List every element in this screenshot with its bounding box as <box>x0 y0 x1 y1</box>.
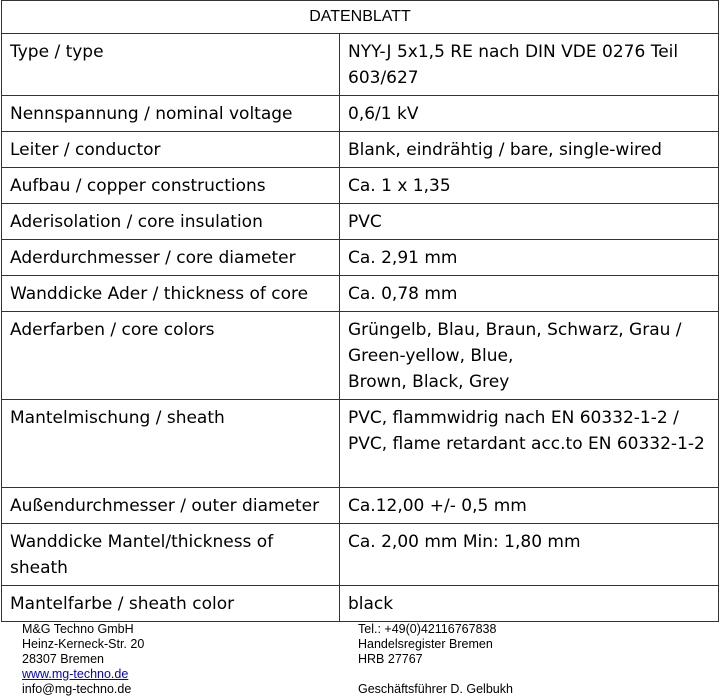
footer-company-info <box>22 622 144 697</box>
row-label: Außendurchmesser / outer diameter <box>2 488 340 524</box>
row-value-line: Ca. 0,78 mm <box>348 284 458 304</box>
row-label: Leiter / conductor <box>2 132 340 168</box>
row-label: Aderdurchmesser / core diameter <box>2 240 340 276</box>
row-value <box>340 524 719 586</box>
footer-register-info <box>358 622 513 697</box>
company-city: 28307 Bremen <box>22 652 105 666</box>
row-value <box>340 132 719 168</box>
row-value-line: Ca. 1 x 1,35 <box>348 176 451 196</box>
row-label: Wanddicke Ader / thickness of core <box>2 276 340 312</box>
row-value <box>340 488 719 524</box>
managing-director: Geschäftsführer D. Gelbukh <box>358 682 513 696</box>
row-value-line: PVC, flame retardant acc.to EN 60332-1-2 <box>348 434 705 454</box>
row-label: Mantelfarbe / sheath color <box>2 586 340 622</box>
table-row <box>2 132 719 168</box>
row-label: Aderisolation / core insulation <box>2 204 340 240</box>
row-value-line: PVC, flammwidrig nach EN 60332-1-2 / <box>348 408 679 428</box>
row-value <box>340 204 719 240</box>
row-label: Type / type <box>2 34 340 96</box>
row-value-line: Ca. 2,91 mm <box>348 248 458 268</box>
register-court: Handelsregister Bremen <box>358 637 493 651</box>
website-link[interactable]: www.mg-techno.de <box>22 667 129 681</box>
row-value <box>340 400 719 488</box>
row-value-line: black <box>348 594 394 614</box>
table-row <box>2 400 719 488</box>
row-value <box>340 312 719 400</box>
table-row <box>2 96 719 132</box>
row-label: Nennspannung / nominal voltage <box>2 96 340 132</box>
row-value-line: NYY-J 5x1,5 RE nach DIN VDE 0276 Teil 603/627 <box>348 42 679 88</box>
row-value-line: PVC <box>348 212 382 232</box>
row-value-line: Ca.12,00 +/- 0,5 mm <box>348 496 527 516</box>
register-number: HRB 27767 <box>358 652 423 666</box>
company-name: M&G Techno GmbH <box>22 622 134 636</box>
table-row <box>2 488 719 524</box>
row-value <box>340 276 719 312</box>
table-row <box>2 204 719 240</box>
row-label: Mantelmischung / sheath <box>2 400 340 488</box>
table-row <box>2 586 719 622</box>
row-label: Wanddicke Mantel/thickness of sheath <box>2 524 340 586</box>
row-value <box>340 586 719 622</box>
title-row <box>2 1 719 34</box>
row-value-line: Blank, eindrähtig / bare, single-wired <box>348 140 662 160</box>
datasheet-title: DATENBLATT <box>2 1 719 34</box>
table-row <box>2 524 719 586</box>
row-label: Aderfarben / core colors <box>2 312 340 400</box>
phone-number: Tel.: +49(0)42116767838 <box>358 622 497 636</box>
row-value-line: Brown, Black, Grey <box>348 372 510 392</box>
row-value-line: Grüngelb, Blau, Braun, Schwarz, Grau / Green-yellow, Blue, <box>348 320 682 366</box>
table-row <box>2 276 719 312</box>
row-value <box>340 96 719 132</box>
row-value <box>340 34 719 96</box>
table-row <box>2 240 719 276</box>
company-street: Heinz-Kerneck-Str. 20 <box>22 637 145 651</box>
row-label: Aufbau / copper constructions <box>2 168 340 204</box>
datasheet-table <box>1 0 719 622</box>
row-value-line: 0,6/1 kV <box>348 104 419 124</box>
table-row <box>2 312 719 400</box>
table-row <box>2 168 719 204</box>
table-row <box>2 34 719 96</box>
email-address: info@mg-techno.de <box>22 682 132 696</box>
row-value-line: Ca. 2,00 mm Min: 1,80 mm <box>348 532 581 552</box>
spacer <box>358 667 513 682</box>
row-value <box>340 240 719 276</box>
row-value <box>340 168 719 204</box>
